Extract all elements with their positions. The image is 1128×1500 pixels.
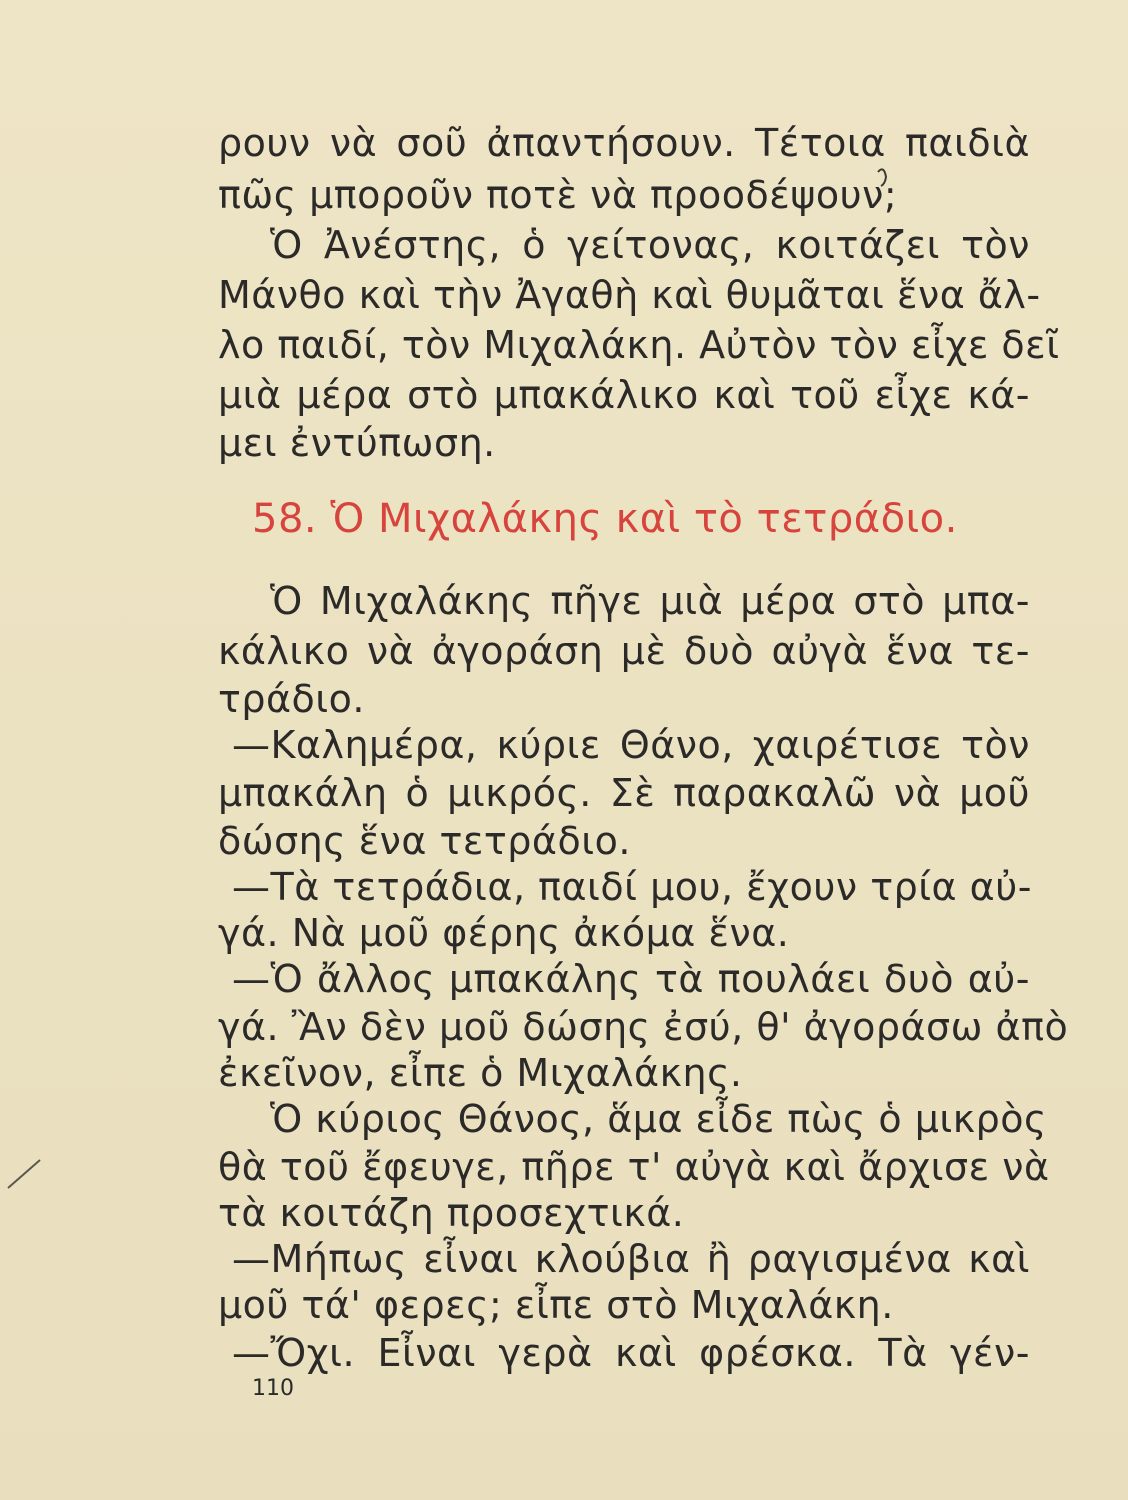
text-line: θὰ τοῦ ἔφευγε, πῆρε τ' αὐγὰ καὶ ἄρχισε νὰ — [218, 1145, 1050, 1189]
text-line: πῶς μποροῦν ποτὲ νὰ προοδέψουν; — [218, 173, 898, 217]
text-line: Μάνθο καὶ τὴν Ἀγαθὴ καὶ θυμᾶται ἕνα ἄλ- — [218, 273, 1041, 317]
text-line: λο παιδί, τὸν Μιχαλάκη. Αὐτὸν τὸν εἶχε δεῖ — [218, 323, 1060, 367]
text-line: γά. Ἂν δὲν μοῦ δώσης ἐσύ, θ' ἀγοράσω ἀπὸ — [218, 1005, 1069, 1049]
text-line: μπακάλη ὁ μικρός. Σὲ παρακαλῶ νὰ μοῦ — [218, 771, 1030, 815]
text-line: —Μήπως εἶναι κλούβια ἢ ραγισμένα καὶ — [232, 1237, 1030, 1281]
text-line: —Καλημέρα, κύριε Θάνο, χαιρέτισε τὸν — [232, 723, 1030, 767]
text-line: Ὁ Μιχαλάκης πῆγε μιὰ μέρα στὸ μπα- — [270, 579, 1030, 623]
text-line: τὰ κοιτάζη προσεχτικά. — [218, 1191, 685, 1235]
text-line: ἐκεῖνον, εἶπε ὁ Μιχαλάκης. — [218, 1051, 743, 1095]
text-line: ρουν νὰ σοῦ ἀπαντήσουν. Τέτοια παιδιὰ — [218, 121, 1030, 165]
text-line: δώσης ἕνα τετράδιο. — [218, 819, 631, 863]
pencil-mark-icon — [8, 1160, 40, 1188]
text-line: —Ὄχι. Εἶναι γερὰ καὶ φρέσκα. Τὰ γέν- — [232, 1331, 1030, 1375]
text-line: τράδιο. — [218, 677, 365, 721]
text-line: μοῦ τά' φερες; εἶπε στὸ Μιχαλάκη. — [218, 1283, 894, 1327]
text-line: γά. Νὰ μοῦ φέρης ἀκόμα ἕνα. — [218, 911, 790, 955]
text-line: μιὰ μέρα στὸ μπακάλικο καὶ τοῦ εἶχε κά- — [218, 373, 1030, 417]
text-line: —Ὁ ἄλλος μπακάλης τὰ πουλάει δυὸ αὐ- — [232, 957, 1030, 1001]
text-line: —Τὰ τετράδια, παιδί μου, ἔχουν τρία αὐ- — [232, 865, 1032, 909]
text-line: μει ἐντύπωση. — [218, 421, 496, 465]
section-heading: 58. Ὁ Μιχαλάκης καὶ τὸ τετράδιο. — [252, 496, 958, 542]
text-line: Ὁ Ἀνέστης, ὁ γείτονας, κοιτάζει τὸν — [270, 223, 1030, 267]
page-number: 110 — [252, 1376, 294, 1401]
text-line: κάλικο νὰ ἀγοράση μὲ δυὸ αὐγὰ ἕνα τε- — [218, 629, 1030, 673]
text-line: Ὁ κύριος Θάνος, ἅμα εἶδε πὼς ὁ μικρὸς — [270, 1097, 1047, 1141]
